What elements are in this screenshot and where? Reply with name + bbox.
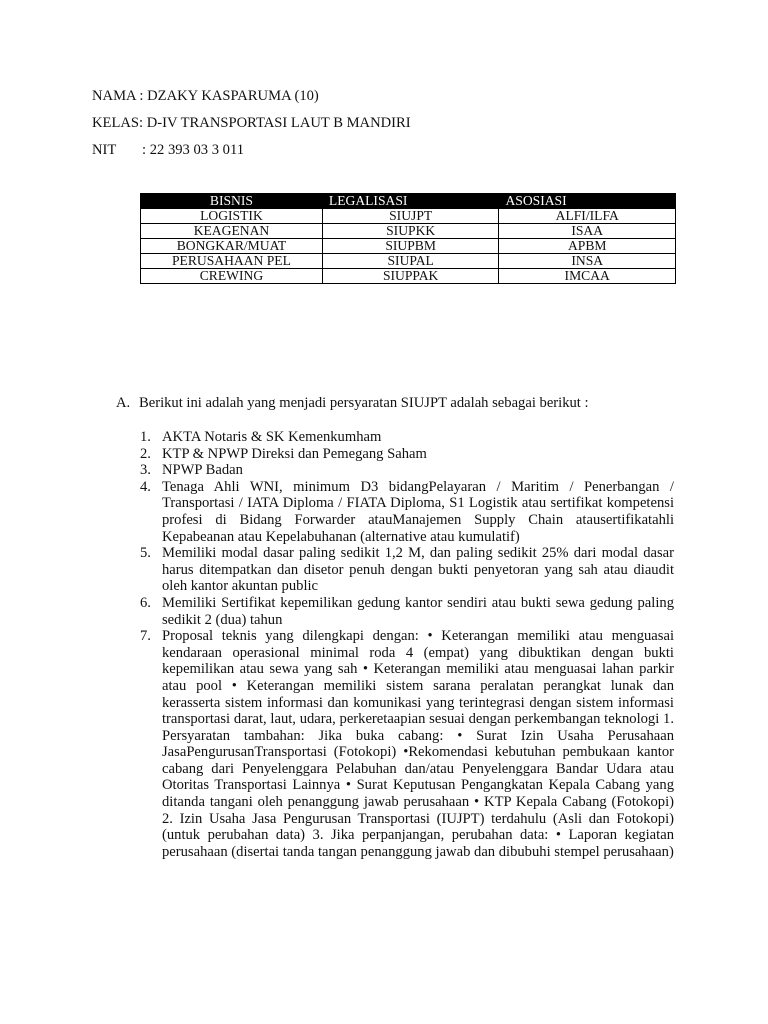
- cell-legalisasi: SIUJPT: [322, 209, 499, 224]
- table-row: [141, 239, 676, 254]
- list-item: [140, 462, 674, 479]
- list-item: [140, 628, 674, 860]
- cell-asosiasi: INSA: [499, 254, 676, 269]
- item-number: 6.: [140, 594, 151, 611]
- cell-legalisasi: SIUPPAK: [322, 269, 499, 284]
- student-name: NAMA : DZAKY KASPARUMA (10): [92, 88, 319, 104]
- header-asosiasi: ASOSIASI: [499, 194, 676, 209]
- item-text: NPWP Badan: [162, 462, 243, 479]
- cell-legalisasi: SIUPKK: [322, 224, 499, 239]
- item-text: Tenaga Ahli WNI, minimum D3 bidangPelayaran / Maritim / Penerbangan / Transportasi / IATA Diploma / FIATA Diploma, S1 Logistik atau sertifikat kompetensi profesi di Bidang Forwarder atauManajemen Supply Chain atausertifikatahli Kepabeanan atau Kepelabuhanan (alternative atau kumulatif): [162, 478, 674, 545]
- list-item: [140, 446, 674, 463]
- table-row: [141, 254, 676, 269]
- table-row: [141, 269, 676, 284]
- item-text: KTP & NPWP Direksi dan Pemegang Saham: [162, 445, 427, 462]
- header-bisnis: BISNIS: [141, 194, 323, 209]
- business-legalization-table: [140, 193, 676, 284]
- item-number: 1.: [140, 429, 151, 445]
- cell-bisnis: LOGISTIK: [141, 209, 323, 224]
- item-number: 7.: [140, 628, 151, 645]
- student-nit: [92, 142, 244, 159]
- list-item: [140, 479, 674, 545]
- cell-bisnis: KEAGENAN: [141, 224, 323, 239]
- cell-legalisasi: SIUPAL: [322, 254, 499, 269]
- table-row: [141, 224, 676, 239]
- item-number: 4.: [140, 478, 151, 495]
- item-text: Memiliki Sertifikat kepemilikan gedung kantor sendiri atau bukti sewa gedung paling sedikit 2 (dua) tahun: [162, 594, 674, 628]
- table-row: [141, 209, 676, 224]
- cell-bisnis: CREWING: [141, 269, 323, 284]
- section-letter: A.: [116, 395, 131, 411]
- requirements-list: [140, 429, 674, 860]
- header-legalisasi: LEGALISASI: [322, 194, 499, 209]
- section-title: Berikut ini adalah yang menjadi persyaratan SIUJPT adalah sebagai berikut :: [139, 395, 589, 411]
- item-number: 5.: [140, 545, 151, 562]
- item-text: AKTA Notaris & SK Kemenkumham: [162, 429, 382, 445]
- list-item: [140, 429, 674, 446]
- list-item: [140, 595, 674, 628]
- nit-value: : 22 393 03 3 011: [142, 142, 245, 158]
- section-heading: [116, 395, 676, 412]
- cell-asosiasi: ALFI/ILFA: [499, 209, 676, 224]
- cell-legalisasi: SIUPBM: [322, 239, 499, 254]
- item-text: Proposal teknis yang dilengkapi dengan: • Keterangan memiliki atau menguasai kendaraan operasional minimal roda 4 (empat) yang dibuktikan dengan bukti kepemilikan atau sewa yang sah • Keterangan memiliki atau menguasai lahan parkir atau pool • Keterangan memiliki sistem sarana peralatan perangkat lunak dan kerasserta sistem informasi dan komunikasi yang terintegrasi dengan sistem informasi transportasi darat, laut, udara, perkeretaapian sesuai dengan perkembangan teknologi 1. Persyaratan tambahan: Jika buka cabang: • Surat Izin Usaha Perusahaan JasaPengurusanTransportasi (Fotokopi) •Rekomendasi kebutuhan pembukaan kantor cabang dari Penyelenggara Pelabuhan dan/atau Penyelenggara Bandar Udara atau Otoritas Transportasi Lainnya • Surat Keputusan Pengangkatan Kepala Cabang yang ditanda tangani oleh penanggung jawab perusahaan • KTP Kepala Cabang (Fotokopi) 2. Izin Usaha Jasa Pengurusan Transportasi (IUJPT) terdahulu (Asli dan Fotokopi) (untuk perubahan data) 3. Jika perpanjangan, perubahan data: • Laporan kegiatan perusahaan (disertai tanda tangan penanggung jawab dan dibubuhi stempel perusahaan): [162, 628, 674, 860]
- cell-bisnis: BONGKAR/MUAT: [141, 239, 323, 254]
- item-number: 2.: [140, 445, 151, 462]
- item-number: 3.: [140, 462, 151, 479]
- nit-label: NIT: [92, 142, 117, 158]
- cell-asosiasi: IMCAA: [499, 269, 676, 284]
- table-header-row: [141, 194, 676, 209]
- cell-asosiasi: APBM: [499, 239, 676, 254]
- cell-asosiasi: ISAA: [499, 224, 676, 239]
- list-item: [140, 545, 674, 595]
- item-text: Memiliki modal dasar paling sedikit 1,2 M, dan paling sedikit 25% dari modal dasar harus ditempatkan dan disetor penuh dengan bukti penyetoran yang sah atau diaudit oleh kantor akuntan public: [162, 545, 674, 595]
- student-class: KELAS: D-IV TRANSPORTASI LAUT B MANDIRI: [92, 115, 411, 131]
- cell-bisnis: PERUSAHAAN PEL: [141, 254, 323, 269]
